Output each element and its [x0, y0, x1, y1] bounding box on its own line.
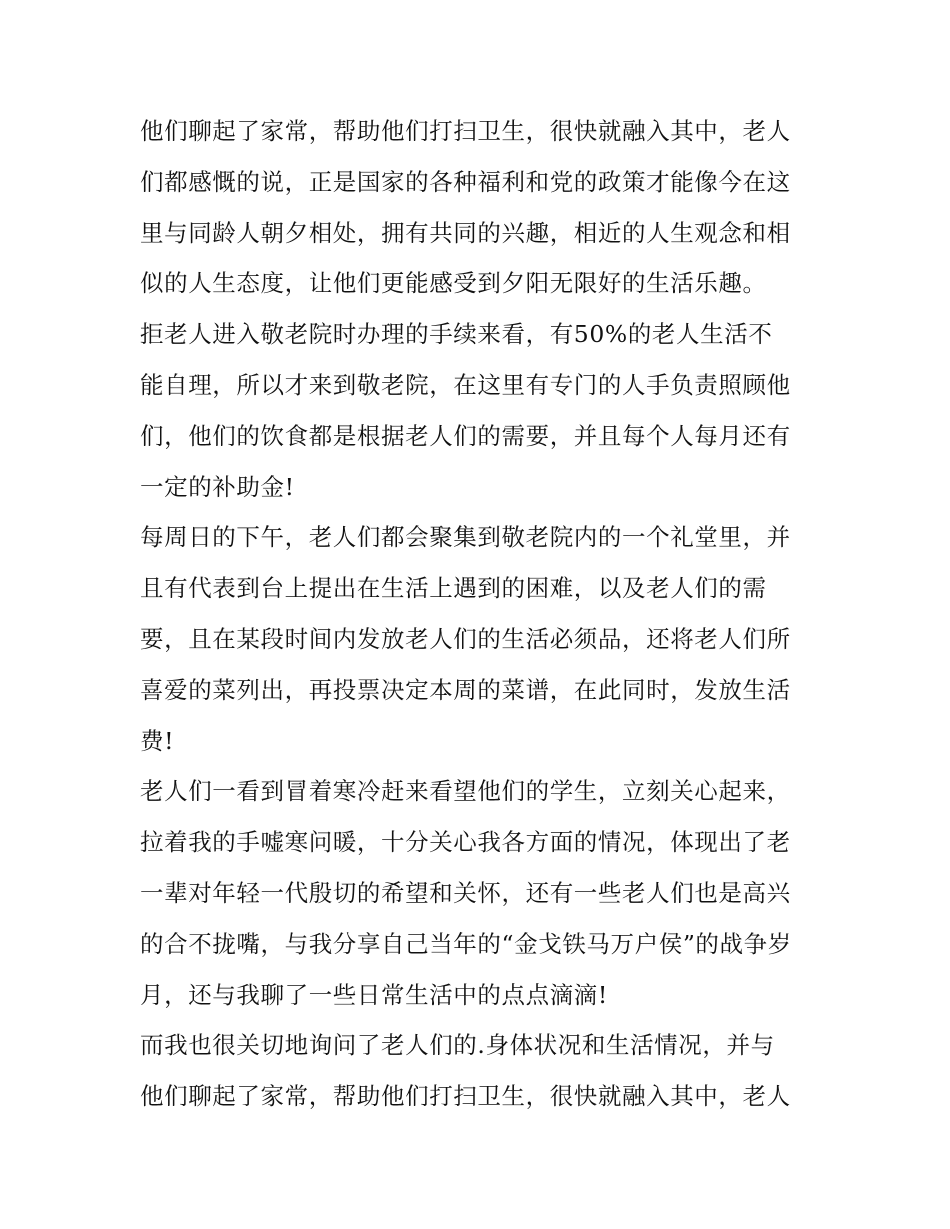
text-line: 拉着我的手嘘寒问暖，十分关心我各方面的情况，体现出了老 — [140, 828, 791, 857]
text-line: 费! — [140, 726, 175, 755]
text-line: 要，且在某段时间内发放老人们的生活必须品，还将老人们所 — [140, 624, 791, 653]
text-line: 一辈对年轻一代殷切的希望和关怀，还有一些老人们也是高兴 — [140, 878, 791, 907]
text-line: 每周日的下午，老人们都会聚集到敬老院内的一个礼堂里，并 — [140, 523, 791, 552]
text-line: 里与同龄人朝夕相处，拥有共同的兴趣，相近的人生观念和相 — [140, 218, 791, 247]
text-line: 且有代表到台上提出在生活上遇到的困难，以及老人们的需 — [140, 574, 767, 603]
text-line: 他们聊起了家常，帮助他们打扫卫生，很快就融入其中，老人 — [140, 117, 791, 145]
text-line: 老人们一看到冒着寒冷赶来看望他们的学生，立刻关心起来， — [140, 777, 791, 806]
text-line: 月，还与我聊了一些日常生活中的点点滴滴! — [140, 980, 608, 1009]
document-body — [140, 106, 820, 1122]
text-line: 似的人生态度，让他们更能感受到夕阳无限好的生活乐趣。 — [140, 269, 767, 298]
text-line: 们，他们的饮食都是根据老人们的需要，并且每个人每月还有 — [140, 421, 791, 450]
text-line: 他们聊起了家常，帮助他们打扫卫生，很快就融入其中，老人 — [140, 1082, 791, 1111]
text-line: 的合不拢嘴，与我分享自己当年的“金戈铁马万户侯”的战争岁 — [140, 929, 792, 958]
text-line: 们都感慨的说，正是国家的各种福利和党的政策才能像今在这 — [140, 167, 791, 196]
text-line: 拒老人进入敬老院时办理的手续来看，有50%的老人生活不 — [140, 320, 773, 349]
text-line: 一定的补助金! — [140, 472, 295, 501]
text-line: 喜爱的菜列出，再投票决定本周的菜谱，在此同时，发放生活 — [140, 675, 791, 704]
text-line: 能自理，所以才来到敬老院，在这里有专门的人手负责照顾他 — [140, 370, 791, 399]
text-line: 而我也很关切地询问了老人们的.身体状况和生活情况，并与 — [140, 1031, 775, 1060]
